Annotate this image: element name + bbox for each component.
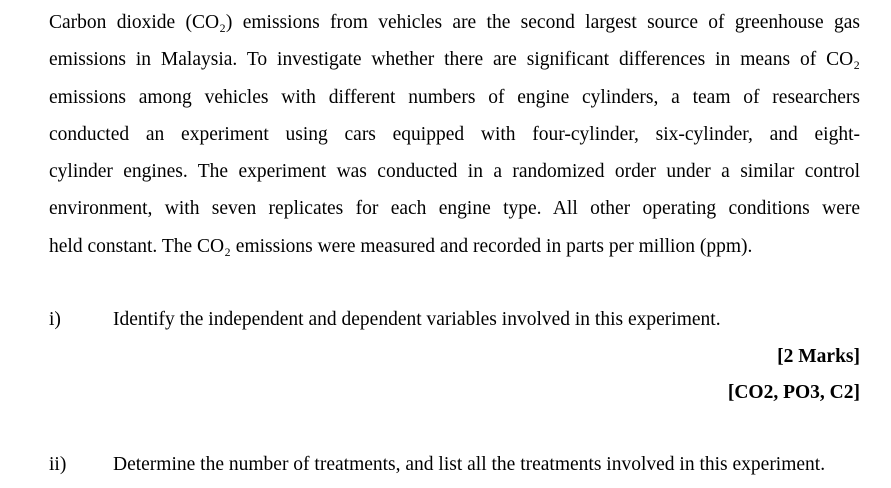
question-text: Identify the independent and dependent variables involved in this experiment.: [113, 309, 721, 330]
statement-line: held constant. The CO₂ emissions were measured and recorded in parts per million (ppm).: [49, 235, 753, 257]
course-outcomes-label: [CO2, PO3, C2]: [727, 382, 860, 403]
question-number: i): [49, 309, 61, 330]
statement-line: conducted an experiment using cars equipped with four-cylinder, six-cylinder, and eight-: [49, 123, 860, 145]
question-number: ii): [49, 454, 67, 475]
statement-line: emissions in Malaysia. To investigate whether there are significant differences in means of CO₂: [49, 49, 860, 71]
marks-label: [2 Marks]: [777, 346, 860, 367]
statement-line: cylinder engines. The experiment was conducted in a randomized order under a similar control: [49, 161, 860, 183]
statement-line: environment, with seven replicates for each engine type. All other operating conditions were: [49, 198, 860, 220]
statement-line: emissions among vehicles with different numbers of engine cylinders, a team of researchers: [49, 86, 860, 108]
problem-statement: [49, 4, 860, 265]
statement-line: Carbon dioxide (CO₂) emissions from vehicles are the second largest source of greenhouse gas: [49, 12, 860, 33]
question-text: Determine the number of treatments, and list all the treatments involved in this experiment.: [113, 454, 826, 475]
